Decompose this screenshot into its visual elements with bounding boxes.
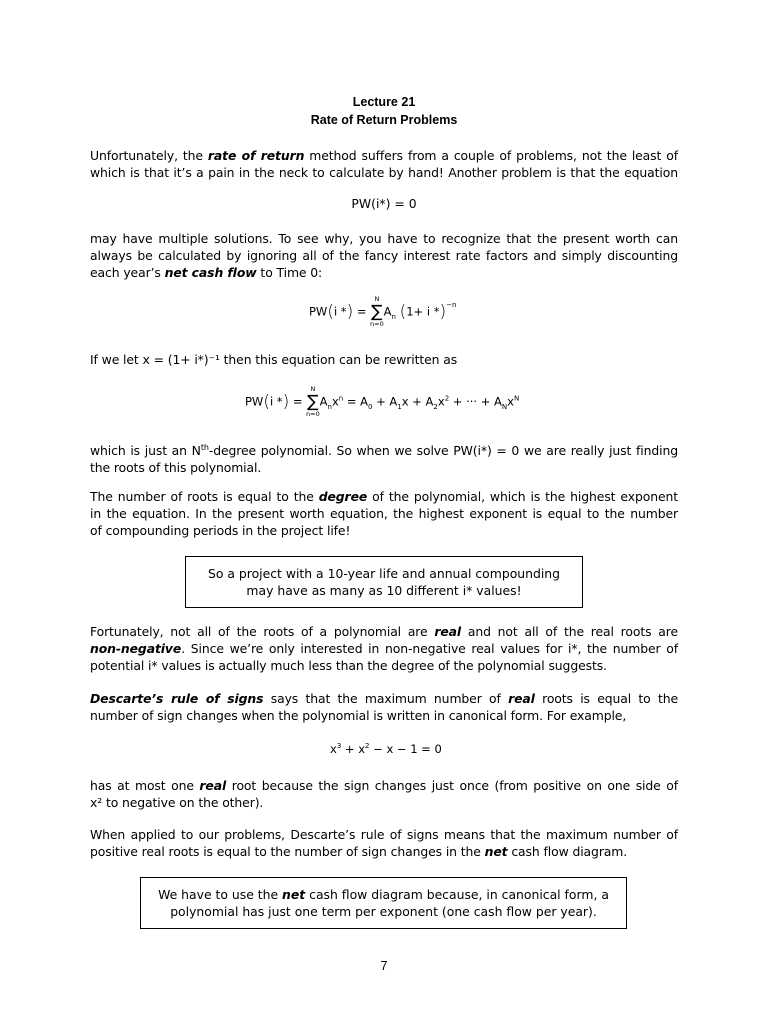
text-line: The number of roots is equal to the degree of the polynomial, which is the highest exponent bbox=[90, 489, 678, 504]
emphasis-real: real bbox=[508, 691, 535, 706]
text-line: always be calculated by ignoring all of the fancy interest rate factors and simply discounting bbox=[90, 248, 678, 263]
callout-line: polynomial has just one term per exponent (one cash flow per year). bbox=[170, 904, 597, 919]
paragraph-substitution bbox=[90, 351, 678, 368]
lecture-number: Lecture 21 bbox=[352, 95, 416, 109]
emphasis-net-cash-flow: net cash flow bbox=[164, 265, 257, 280]
paragraph-number-of-roots bbox=[90, 488, 678, 539]
paragraph-real-roots bbox=[90, 623, 678, 674]
callout-line: may have as many as 10 different i* values! bbox=[246, 583, 522, 598]
emphasis-real: real bbox=[199, 778, 227, 793]
callout-box-ten-values bbox=[185, 556, 583, 608]
text-line: of compounding periods in the project life! bbox=[90, 523, 351, 538]
paragraph-multiple-solutions bbox=[90, 230, 678, 281]
text-line: in the equation. In the present worth equation, the highest exponent is equal to the number bbox=[90, 506, 678, 521]
paragraph-polynomial-roots bbox=[90, 439, 678, 476]
summation-symbol: ∑ N n=0 bbox=[370, 295, 384, 328]
page-number: 7 bbox=[380, 959, 388, 973]
text-line: may have multiple solutions. To see why, you have to recognize that the present worth can bbox=[90, 231, 678, 246]
paragraph-descartes-rule bbox=[90, 690, 678, 724]
emphasis-real: real bbox=[434, 624, 462, 639]
emphasis-degree: degree bbox=[318, 489, 368, 504]
text-line: which is that it’s a pain in the neck to calculate by hand! Another problem is that the equation bbox=[90, 165, 678, 180]
text-line: which is just an $N^{th}$-degree polynomial. So when we solve PW(i*) = 0 we are really just finding bbox=[90, 443, 679, 459]
callout-line: We have to use the net cash flow diagram because, in canonical form, a bbox=[158, 887, 609, 902]
page-title: Rate of Return Problems bbox=[310, 113, 458, 127]
text-line: the roots of this polynomial. bbox=[90, 460, 262, 476]
summation-symbol: ∑ N n=0 bbox=[306, 385, 320, 418]
text-line: Descarte’s rule of signs says that the maximum number of real roots is equal to the bbox=[90, 691, 678, 706]
text-line: potential i* values is actually much less than the degree of the polynomial suggests. bbox=[90, 658, 607, 673]
paragraph-intro bbox=[90, 147, 678, 181]
text-line: number of sign changes when the polynomial is written in canonical form. For example, bbox=[90, 708, 627, 723]
text-line: x² to negative on the other). bbox=[90, 795, 264, 810]
text-line: If we let x = (1+ i*)⁻¹ then this equation can be rewritten as bbox=[90, 352, 458, 367]
equation-pw-sum: PW(i *) = ∑ N n=0 $A_n$ (1+ i *)$^{-n}$ bbox=[309, 295, 457, 328]
callout-line: So a project with a 10-year life and annual compounding bbox=[207, 566, 561, 581]
paragraph-applied-rule bbox=[90, 826, 678, 860]
equation-pw-zero: PW(i*) = 0 bbox=[351, 196, 417, 211]
callout-box-net-cash-flow bbox=[140, 877, 627, 929]
paragraph-sign-change bbox=[90, 777, 678, 811]
text-line: non-negative. Since we’re only interested in non-negative real values for i*, the number of bbox=[90, 641, 678, 656]
equation-polynomial: PW(i *) = ∑ N n=0 $A_nx^n = A_0 + A_1x + A_2x^2$ + ··· + $A_Nx^N$ bbox=[245, 385, 520, 418]
equation-cubic-example: $x^3 + x^2 - x - 1 = 0$ bbox=[330, 742, 442, 756]
text-line: positive real roots is equal to the number of sign changes in the net cash flow diagram. bbox=[90, 844, 628, 859]
text-line: each year’s net cash flow to Time 0: bbox=[90, 265, 323, 280]
text-line: Unfortunately, the rate of return method suffers from a couple of problems, not the least of bbox=[90, 148, 679, 163]
text-line: Fortunately, not all of the roots of a polynomial are real and not all of the real roots are bbox=[90, 624, 678, 639]
emphasis-rate-of-return: rate of return bbox=[207, 148, 305, 163]
emphasis-non-negative: non-negative bbox=[90, 641, 182, 656]
emphasis-net: net bbox=[484, 844, 508, 859]
text-line: has at most one real root because the sign changes just once (from positive on one side of bbox=[90, 778, 678, 793]
emphasis-descartes-rule: Descarte’s rule of signs bbox=[90, 691, 264, 706]
text-line: When applied to our problems, Descarte’s rule of signs means that the maximum number of bbox=[90, 827, 678, 842]
emphasis-net: net bbox=[282, 887, 306, 902]
